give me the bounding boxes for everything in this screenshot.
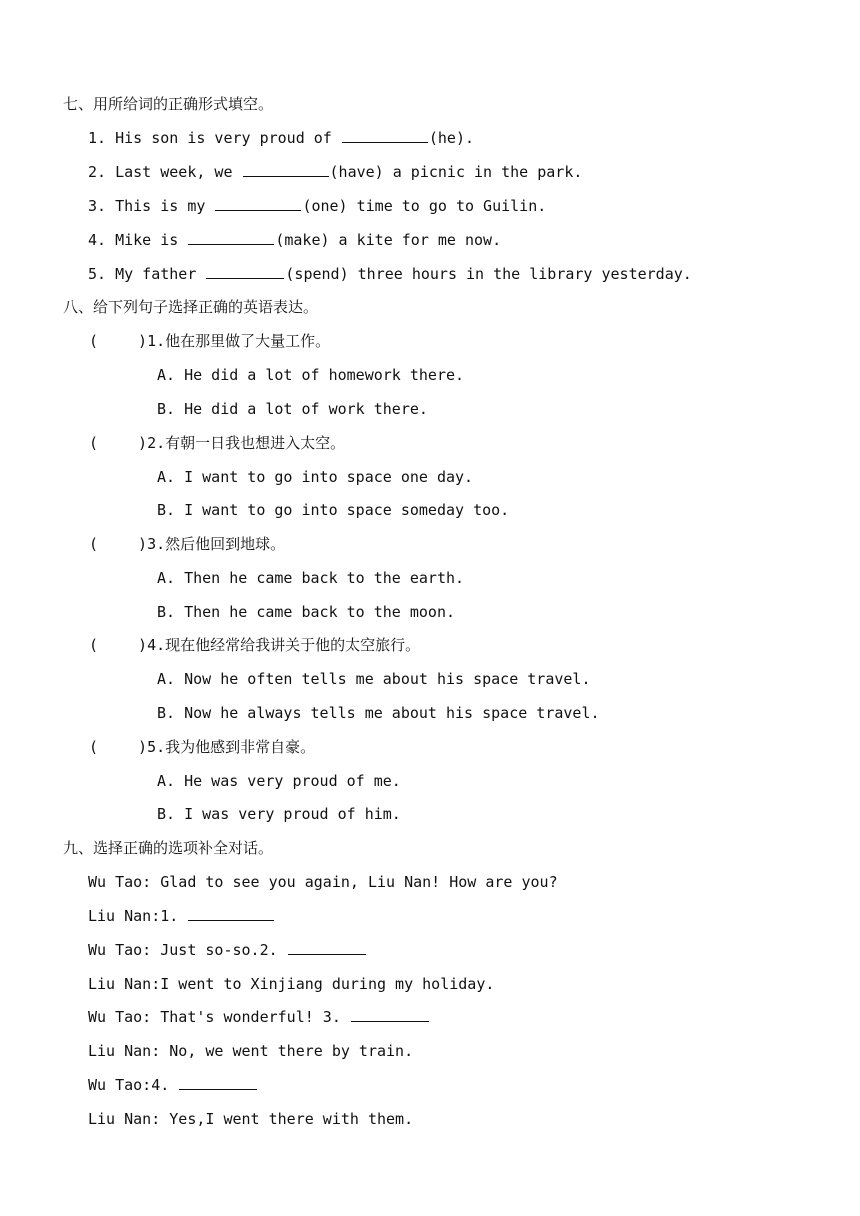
- dialogue-line: Wu Tao: Glad to see you again, Liu Nan! How are you?: [88, 873, 558, 891]
- fill-item-2: 2. Last week, we (have) a picnic in the park.: [88, 163, 583, 181]
- fill-item-3: 3. This is my (one) time to go to Guilin.: [88, 197, 547, 215]
- question-1: ( )1.他在那里做了大量工作。: [89, 332, 331, 350]
- answer-blank[interactable]: [188, 906, 274, 921]
- option-a: A. I want to go into space one day.: [157, 468, 474, 486]
- answer-blank[interactable]: [243, 162, 329, 177]
- question-4: ( )4.现在他经常给我讲关于他的太空旅行。: [89, 636, 421, 654]
- answer-paren[interactable]: ( ): [89, 738, 148, 756]
- dialogue-line: Wu Tao: That's wonderful! 3.: [88, 1007, 430, 1027]
- question-3: ( )3.然后他回到地球。: [89, 535, 286, 553]
- question-2: ( )2.有朝一日我也想进入太空。: [89, 434, 346, 452]
- dialogue-line: Liu Nan: Yes,I went there with them.: [88, 1110, 414, 1128]
- option-a: A. He was very proud of me.: [157, 772, 401, 790]
- option-a: A. He did a lot of homework there.: [157, 366, 465, 384]
- dialogue-line: Liu Nan:1.: [88, 906, 275, 926]
- fill-item-4: 4. Mike is (make) a kite for me now.: [88, 231, 502, 249]
- option-a: A. Then he came back to the earth.: [157, 569, 465, 587]
- section-7-title: 七、用所给词的正确形式填空。: [63, 95, 274, 113]
- answer-blank[interactable]: [206, 264, 284, 279]
- dialogue-line: Wu Tao:4.: [88, 1075, 258, 1095]
- answer-blank[interactable]: [342, 128, 428, 143]
- answer-blank[interactable]: [188, 230, 274, 245]
- option-b: B. Now he always tells me about his space travel.: [157, 704, 600, 722]
- fill-item-5: 5. My father (spend) three hours in the library yesterday.: [88, 265, 692, 283]
- option-a: A. Now he often tells me about his space travel.: [157, 670, 591, 688]
- answer-paren[interactable]: ( ): [89, 332, 148, 350]
- section-9-title: 九、选择正确的选项补全对话。: [63, 839, 274, 857]
- question-5: ( )5.我为他感到非常自豪。: [89, 738, 316, 756]
- answer-blank[interactable]: [215, 196, 301, 211]
- answer-blank[interactable]: [351, 1007, 429, 1022]
- option-b: B. I was very proud of him.: [157, 805, 401, 823]
- section-8-title: 八、给下列句子选择正确的英语表达。: [63, 298, 319, 316]
- answer-paren[interactable]: ( ): [89, 636, 148, 654]
- dialogue-line: Liu Nan: No, we went there by train.: [88, 1042, 414, 1060]
- dialogue-line: Liu Nan:I went to Xinjiang during my holiday.: [88, 975, 495, 993]
- option-b: B. Then he came back to the moon.: [157, 603, 456, 621]
- option-b: B. He did a lot of work there.: [157, 400, 428, 418]
- option-b: B. I want to go into space someday too.: [157, 501, 510, 519]
- answer-paren[interactable]: ( ): [89, 434, 148, 452]
- dialogue-line: Wu Tao: Just so-so.2.: [88, 940, 367, 960]
- answer-paren[interactable]: ( ): [89, 535, 148, 553]
- fill-item-1: 1. His son is very proud of (he).: [88, 129, 475, 147]
- answer-blank[interactable]: [288, 940, 366, 955]
- answer-blank[interactable]: [179, 1075, 257, 1090]
